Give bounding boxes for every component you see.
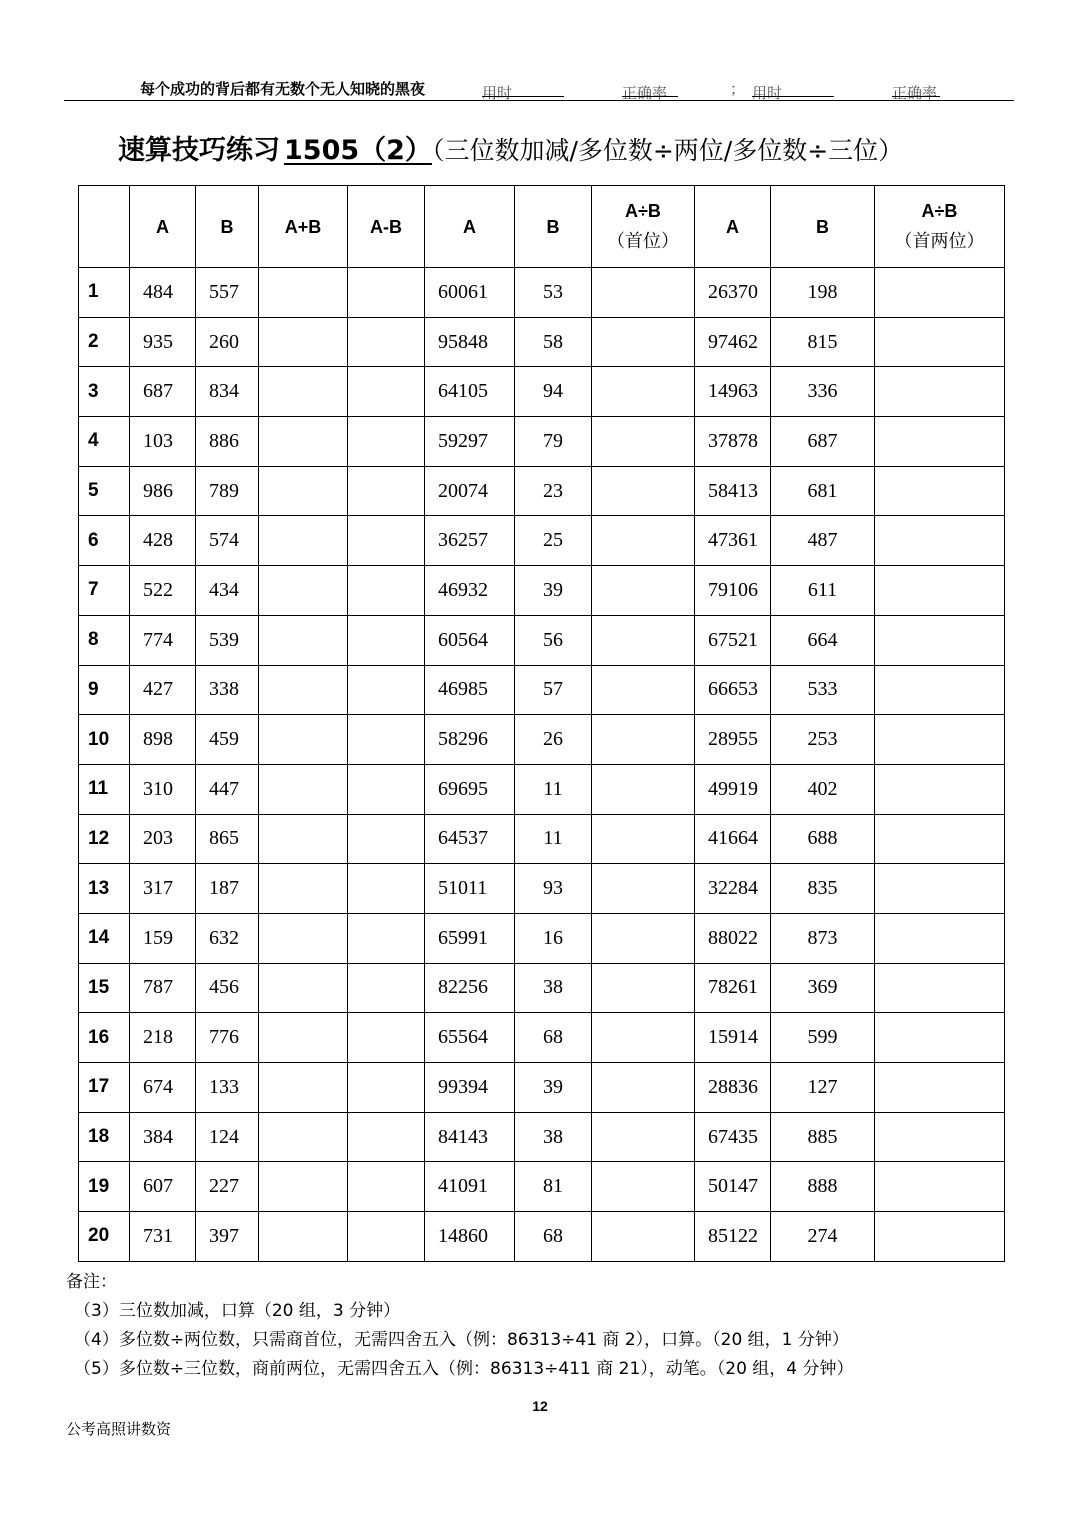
separator: ； xyxy=(730,80,746,98)
a2-cell: 82256 xyxy=(425,963,515,1013)
footer-text: 公考高照讲数资 xyxy=(66,1420,172,1438)
quotient-two-answer-cell[interactable] xyxy=(875,1013,1005,1063)
quotient-first-answer-cell[interactable] xyxy=(592,1212,695,1262)
row-index: 13 xyxy=(79,864,130,914)
a3-cell: 50147 xyxy=(695,1162,771,1212)
a2-cell: 59297 xyxy=(425,417,515,467)
quotient-first-answer-cell[interactable] xyxy=(592,566,695,616)
diff-answer-cell[interactable] xyxy=(348,1013,425,1063)
sum-answer-cell[interactable] xyxy=(259,417,348,467)
diff-answer-cell[interactable] xyxy=(348,466,425,516)
a1-cell: 317 xyxy=(130,864,196,914)
a2-cell: 64537 xyxy=(425,814,515,864)
diff-answer-cell[interactable] xyxy=(348,715,425,765)
a3-cell: 97462 xyxy=(695,317,771,367)
a1-cell: 522 xyxy=(130,566,196,616)
table-row xyxy=(79,665,1005,715)
sum-answer-cell[interactable] xyxy=(259,367,348,417)
row-index: 6 xyxy=(79,516,130,566)
b1-cell: 865 xyxy=(196,814,259,864)
b1-cell: 886 xyxy=(196,417,259,467)
b2-cell: 68 xyxy=(515,1013,592,1063)
quotient-two-answer-cell[interactable] xyxy=(875,1112,1005,1162)
a2-cell: 20074 xyxy=(425,466,515,516)
sum-answer-cell[interactable] xyxy=(259,317,348,367)
b1-cell: 459 xyxy=(196,715,259,765)
header-quotient-first: A÷B （首位） xyxy=(592,186,695,268)
table-row xyxy=(79,1063,1005,1113)
quotient-two-answer-cell[interactable] xyxy=(875,665,1005,715)
sum-answer-cell[interactable] xyxy=(259,1112,348,1162)
quotient-first-answer-cell[interactable] xyxy=(592,665,695,715)
a3-cell: 26370 xyxy=(695,268,771,318)
diff-answer-cell[interactable] xyxy=(348,367,425,417)
table-row xyxy=(79,466,1005,516)
diff-answer-cell[interactable] xyxy=(348,317,425,367)
b1-cell: 456 xyxy=(196,963,259,1013)
notes-heading: 备注： xyxy=(66,1272,117,1292)
a3-cell: 32284 xyxy=(695,864,771,914)
motto: 每个成功的背后都有无数个无人知晓的黑夜 xyxy=(140,80,426,98)
b3-cell: 611 xyxy=(771,566,875,616)
a3-cell: 85122 xyxy=(695,1212,771,1262)
a3-cell: 15914 xyxy=(695,1013,771,1063)
quotient-first-answer-cell[interactable] xyxy=(592,913,695,963)
table-row xyxy=(79,367,1005,417)
sum-answer-cell[interactable] xyxy=(259,1162,348,1212)
b1-cell: 447 xyxy=(196,764,259,814)
sum-answer-cell[interactable] xyxy=(259,665,348,715)
a1-cell: 935 xyxy=(130,317,196,367)
notes xyxy=(66,1268,854,1384)
b1-cell: 574 xyxy=(196,516,259,566)
table-row xyxy=(79,1013,1005,1063)
a1-cell: 384 xyxy=(130,1112,196,1162)
title-code: 1505（2） xyxy=(284,135,432,166)
quotient-first-answer-cell[interactable] xyxy=(592,516,695,566)
a1-cell: 218 xyxy=(130,1013,196,1063)
a3-cell: 79106 xyxy=(695,566,771,616)
a1-cell: 427 xyxy=(130,665,196,715)
a3-cell: 28955 xyxy=(695,715,771,765)
quotient-two-answer-cell[interactable] xyxy=(875,317,1005,367)
a2-cell: 65564 xyxy=(425,1013,515,1063)
quotient-first-answer-cell[interactable] xyxy=(592,963,695,1013)
a1-cell: 986 xyxy=(130,466,196,516)
quotient-two-answer-cell[interactable] xyxy=(875,1212,1005,1262)
a2-cell: 36257 xyxy=(425,516,515,566)
b3-cell: 687 xyxy=(771,417,875,467)
a2-cell: 41091 xyxy=(425,1162,515,1212)
b2-cell: 39 xyxy=(515,566,592,616)
quotient-two-answer-cell[interactable] xyxy=(875,615,1005,665)
row-index: 18 xyxy=(79,1112,130,1162)
b2-cell: 68 xyxy=(515,1212,592,1262)
b3-cell: 402 xyxy=(771,764,875,814)
b2-cell: 11 xyxy=(515,814,592,864)
b3-cell: 688 xyxy=(771,814,875,864)
row-index: 10 xyxy=(79,715,130,765)
a2-cell: 84143 xyxy=(425,1112,515,1162)
header-quotient-two: A÷B （首两位） xyxy=(875,186,1005,268)
a1-cell: 731 xyxy=(130,1212,196,1262)
b1-cell: 338 xyxy=(196,665,259,715)
b3-cell: 274 xyxy=(771,1212,875,1262)
row-index: 14 xyxy=(79,913,130,963)
a3-cell: 41664 xyxy=(695,814,771,864)
table-row xyxy=(79,715,1005,765)
diff-answer-cell[interactable] xyxy=(348,1162,425,1212)
sum-answer-cell[interactable] xyxy=(259,466,348,516)
header-b1: B xyxy=(196,186,259,268)
a2-cell: 60564 xyxy=(425,615,515,665)
quotient-two-answer-cell[interactable] xyxy=(875,963,1005,1013)
header-diff: A-B xyxy=(348,186,425,268)
b2-cell: 23 xyxy=(515,466,592,516)
table-row xyxy=(79,1212,1005,1262)
a1-cell: 103 xyxy=(130,417,196,467)
b2-cell: 57 xyxy=(515,665,592,715)
a3-cell: 14963 xyxy=(695,367,771,417)
note-item: （4）多位数÷两位数，只需商首位，无需四舍五入（例：86313÷41 商 2），口算。（20 组，1 分钟） xyxy=(74,1330,849,1350)
quotient-two-answer-cell[interactable] xyxy=(875,715,1005,765)
a1-cell: 607 xyxy=(130,1162,196,1212)
table-row xyxy=(79,1112,1005,1162)
b1-cell: 260 xyxy=(196,317,259,367)
diff-answer-cell[interactable] xyxy=(348,913,425,963)
b1-cell: 227 xyxy=(196,1162,259,1212)
b3-cell: 815 xyxy=(771,317,875,367)
a2-cell: 14860 xyxy=(425,1212,515,1262)
a1-cell: 310 xyxy=(130,764,196,814)
sum-answer-cell[interactable] xyxy=(259,913,348,963)
accuracy-blank-1[interactable] xyxy=(622,82,678,97)
a2-cell: 64105 xyxy=(425,367,515,417)
sum-answer-cell[interactable] xyxy=(259,1063,348,1113)
quotient-two-answer-cell[interactable] xyxy=(875,814,1005,864)
row-index: 5 xyxy=(79,466,130,516)
b3-cell: 664 xyxy=(771,615,875,665)
sum-answer-cell[interactable] xyxy=(259,764,348,814)
b3-cell: 885 xyxy=(771,1112,875,1162)
table-row xyxy=(79,615,1005,665)
quotient-first-answer-cell[interactable] xyxy=(592,1162,695,1212)
sum-answer-cell[interactable] xyxy=(259,864,348,914)
a3-cell: 58413 xyxy=(695,466,771,516)
a3-cell: 67521 xyxy=(695,615,771,665)
row-index: 12 xyxy=(79,814,130,864)
quotient-two-answer-cell[interactable] xyxy=(875,864,1005,914)
header-b2: B xyxy=(515,186,592,268)
row-index: 19 xyxy=(79,1162,130,1212)
sum-answer-cell[interactable] xyxy=(259,715,348,765)
row-index: 3 xyxy=(79,367,130,417)
sum-answer-cell[interactable] xyxy=(259,1212,348,1262)
b3-cell: 681 xyxy=(771,466,875,516)
table-row xyxy=(79,963,1005,1013)
diff-answer-cell[interactable] xyxy=(348,814,425,864)
note-item: （5）多位数÷三位数，商前两位，无需四舍五入（例：86313÷411 商 21），动笔。（20 组，4 分钟） xyxy=(74,1359,854,1379)
quotient-two-answer-cell[interactable] xyxy=(875,566,1005,616)
a1-cell: 774 xyxy=(130,615,196,665)
b3-cell: 253 xyxy=(771,715,875,765)
a2-cell: 95848 xyxy=(425,317,515,367)
table-row xyxy=(79,417,1005,467)
a2-cell: 46985 xyxy=(425,665,515,715)
a2-cell: 99394 xyxy=(425,1063,515,1113)
b2-cell: 79 xyxy=(515,417,592,467)
table-row xyxy=(79,814,1005,864)
quotient-two-answer-cell[interactable] xyxy=(875,268,1005,318)
sum-answer-cell[interactable] xyxy=(259,814,348,864)
quotient-first-answer-cell[interactable] xyxy=(592,1063,695,1113)
diff-answer-cell[interactable] xyxy=(348,1212,425,1262)
diff-answer-cell[interactable] xyxy=(348,615,425,665)
row-index: 7 xyxy=(79,566,130,616)
row-index: 2 xyxy=(79,317,130,367)
practice-table xyxy=(78,185,1005,1262)
b1-cell: 557 xyxy=(196,268,259,318)
time-blank-2[interactable] xyxy=(752,82,834,97)
b1-cell: 789 xyxy=(196,466,259,516)
b3-cell: 599 xyxy=(771,1013,875,1063)
table-row xyxy=(79,864,1005,914)
row-index: 1 xyxy=(79,268,130,318)
quotient-two-answer-cell[interactable] xyxy=(875,466,1005,516)
quotient-two-answer-cell[interactable] xyxy=(875,516,1005,566)
b3-cell: 873 xyxy=(771,913,875,963)
b2-cell: 26 xyxy=(515,715,592,765)
b2-cell: 16 xyxy=(515,913,592,963)
b2-cell: 39 xyxy=(515,1063,592,1113)
b2-cell: 53 xyxy=(515,268,592,318)
row-index: 17 xyxy=(79,1063,130,1113)
sum-answer-cell[interactable] xyxy=(259,1013,348,1063)
a1-cell: 159 xyxy=(130,913,196,963)
a2-cell: 46932 xyxy=(425,566,515,616)
b2-cell: 56 xyxy=(515,615,592,665)
quotient-first-answer-cell[interactable] xyxy=(592,367,695,417)
a2-cell: 51011 xyxy=(425,864,515,914)
b1-cell: 834 xyxy=(196,367,259,417)
quotient-first-answer-cell[interactable] xyxy=(592,715,695,765)
title-main: 速算技巧练习 xyxy=(118,135,280,166)
b2-cell: 38 xyxy=(515,963,592,1013)
diff-answer-cell[interactable] xyxy=(348,566,425,616)
b1-cell: 397 xyxy=(196,1212,259,1262)
sum-answer-cell[interactable] xyxy=(259,963,348,1013)
row-index: 15 xyxy=(79,963,130,1013)
header-sum: A+B xyxy=(259,186,348,268)
table-row xyxy=(79,317,1005,367)
header-b3: B xyxy=(771,186,875,268)
quotient-first-answer-cell[interactable] xyxy=(592,615,695,665)
quotient-first-answer-cell[interactable] xyxy=(592,864,695,914)
b3-cell: 369 xyxy=(771,963,875,1013)
page-title xyxy=(118,128,903,167)
quotient-two-answer-cell[interactable] xyxy=(875,367,1005,417)
quotient-first-answer-cell[interactable] xyxy=(592,764,695,814)
sum-answer-cell[interactable] xyxy=(259,566,348,616)
quotient-first-answer-cell[interactable] xyxy=(592,417,695,467)
diff-answer-cell[interactable] xyxy=(348,268,425,318)
b1-cell: 133 xyxy=(196,1063,259,1113)
table-row xyxy=(79,516,1005,566)
b3-cell: 127 xyxy=(771,1063,875,1113)
note-item: （3）三位数加减，口算（20 组，3 分钟） xyxy=(74,1301,401,1321)
b1-cell: 434 xyxy=(196,566,259,616)
table-row xyxy=(79,566,1005,616)
quotient-first-answer-cell[interactable] xyxy=(592,1112,695,1162)
b2-cell: 11 xyxy=(515,764,592,814)
b3-cell: 888 xyxy=(771,1162,875,1212)
a1-cell: 787 xyxy=(130,963,196,1013)
quotient-first-answer-cell[interactable] xyxy=(592,814,695,864)
header-index xyxy=(79,186,130,268)
sum-answer-cell[interactable] xyxy=(259,268,348,318)
header-a2: A xyxy=(425,186,515,268)
quotient-first-answer-cell[interactable] xyxy=(592,268,695,318)
b2-cell: 94 xyxy=(515,367,592,417)
b3-cell: 487 xyxy=(771,516,875,566)
table-row xyxy=(79,913,1005,963)
b2-cell: 25 xyxy=(515,516,592,566)
a1-cell: 484 xyxy=(130,268,196,318)
a2-cell: 60061 xyxy=(425,268,515,318)
header-row xyxy=(79,186,1005,268)
quotient-two-answer-cell[interactable] xyxy=(875,913,1005,963)
quotient-first-answer-cell[interactable] xyxy=(592,317,695,367)
a1-cell: 687 xyxy=(130,367,196,417)
b3-cell: 533 xyxy=(771,665,875,715)
diff-answer-cell[interactable] xyxy=(348,1063,425,1113)
header-a3: A xyxy=(695,186,771,268)
quotient-first-answer-cell[interactable] xyxy=(592,1013,695,1063)
quotient-two-answer-cell[interactable] xyxy=(875,1063,1005,1113)
quotient-first-answer-cell[interactable] xyxy=(592,466,695,516)
title-subtitle: （三位数加减/多位数÷两位/多位数÷三位） xyxy=(431,136,904,165)
a2-cell: 69695 xyxy=(425,764,515,814)
page-number: 12 xyxy=(532,1398,548,1414)
sum-answer-cell[interactable] xyxy=(259,516,348,566)
a3-cell: 67435 xyxy=(695,1112,771,1162)
a2-cell: 65991 xyxy=(425,913,515,963)
a3-cell: 47361 xyxy=(695,516,771,566)
b1-cell: 776 xyxy=(196,1013,259,1063)
quotient-two-answer-cell[interactable] xyxy=(875,1162,1005,1212)
b2-cell: 38 xyxy=(515,1112,592,1162)
row-index: 11 xyxy=(79,764,130,814)
a1-cell: 428 xyxy=(130,516,196,566)
b2-cell: 93 xyxy=(515,864,592,914)
b1-cell: 632 xyxy=(196,913,259,963)
a3-cell: 78261 xyxy=(695,963,771,1013)
a1-cell: 203 xyxy=(130,814,196,864)
b1-cell: 124 xyxy=(196,1112,259,1162)
a3-cell: 66653 xyxy=(695,665,771,715)
quotient-two-answer-cell[interactable] xyxy=(875,417,1005,467)
diff-answer-cell[interactable] xyxy=(348,963,425,1013)
row-index: 8 xyxy=(79,615,130,665)
a2-cell: 58296 xyxy=(425,715,515,765)
page-header: 每个成功的背后都有无数个无人知晓的黑夜 用时 正确率 ； 用时 正确率 xyxy=(64,74,1014,101)
b3-cell: 336 xyxy=(771,367,875,417)
b1-cell: 539 xyxy=(196,615,259,665)
a3-cell: 28836 xyxy=(695,1063,771,1113)
b1-cell: 187 xyxy=(196,864,259,914)
a3-cell: 88022 xyxy=(695,913,771,963)
quotient-two-answer-cell[interactable] xyxy=(875,764,1005,814)
b2-cell: 81 xyxy=(515,1162,592,1212)
row-index: 16 xyxy=(79,1013,130,1063)
a1-cell: 674 xyxy=(130,1063,196,1113)
sum-answer-cell[interactable] xyxy=(259,615,348,665)
a3-cell: 37878 xyxy=(695,417,771,467)
diff-answer-cell[interactable] xyxy=(348,1112,425,1162)
table-row xyxy=(79,1162,1005,1212)
header-a1: A xyxy=(130,186,196,268)
b2-cell: 58 xyxy=(515,317,592,367)
time-blank-1[interactable] xyxy=(482,82,564,97)
table-row xyxy=(79,268,1005,318)
diff-answer-cell[interactable] xyxy=(348,665,425,715)
diff-answer-cell[interactable] xyxy=(348,764,425,814)
a1-cell: 898 xyxy=(130,715,196,765)
accuracy-blank-2[interactable] xyxy=(892,82,940,97)
diff-answer-cell[interactable] xyxy=(348,516,425,566)
a3-cell: 49919 xyxy=(695,764,771,814)
row-index: 9 xyxy=(79,665,130,715)
row-index: 20 xyxy=(79,1212,130,1262)
diff-answer-cell[interactable] xyxy=(348,864,425,914)
row-index: 4 xyxy=(79,417,130,467)
table-row xyxy=(79,764,1005,814)
b3-cell: 198 xyxy=(771,268,875,318)
b3-cell: 835 xyxy=(771,864,875,914)
diff-answer-cell[interactable] xyxy=(348,417,425,467)
